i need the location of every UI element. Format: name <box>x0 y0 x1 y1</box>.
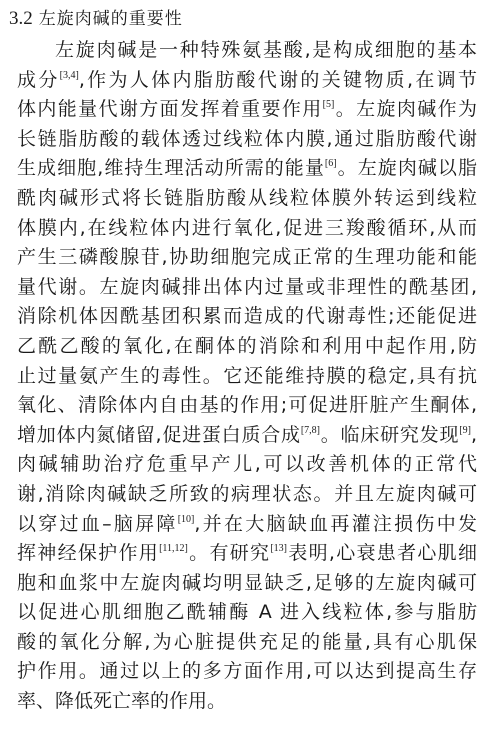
text-run: 成分 <box>17 68 60 91</box>
text-run: 量代谢。左旋肉碱排出体内过量或非理性的酰基团, <box>17 275 477 298</box>
citation-ref: [3,4] <box>59 69 79 81</box>
text-line <box>17 657 477 687</box>
text-run: 消除机体因酰基团积累而造成的代谢毒性;还能促进 <box>17 305 477 328</box>
text-run: 长链脂肪酸的载体透过线粒体内膜,通过脂肪酸代谢 <box>17 127 477 150</box>
text-line <box>17 214 477 244</box>
text-line <box>17 421 477 451</box>
text-line <box>17 273 477 303</box>
body-paragraph <box>17 36 477 717</box>
text-line <box>17 125 477 155</box>
text-line <box>17 362 477 392</box>
section-title: 左旋肉碱的重要性 <box>38 9 183 29</box>
text-line <box>17 450 477 480</box>
text-run: 。左旋肉碱以脂 <box>336 157 477 180</box>
text-run: 体膜内,在线粒体内进行氧化,促进三羧酸循环,从而 <box>17 216 477 239</box>
text-run: 表明,心衰患者心肌细 <box>287 542 477 565</box>
text-run: 率、降低死亡率的作用。 <box>17 690 227 713</box>
text-run: 护作用。通过以上的多方面作用,可以达到提高生存 <box>17 660 477 683</box>
citation-ref: [11,12] <box>159 543 188 555</box>
text-run: 增加体内氮储留,促进蛋白质合成 <box>17 423 301 446</box>
text-run: 产生三磷酸腺苷,协助细胞完成正常的生理功能和能 <box>17 246 477 269</box>
text-run: 氧化、清除体内自由基的作用;可促进肝脏产生酮体, <box>17 394 477 417</box>
text-line <box>17 510 477 540</box>
text-run: 以促进心肌细胞乙酰辅酶 A 进入线粒体,参与脂肪 <box>17 601 477 624</box>
text-run: ,作为人体内脂肪酸代谢的关键物质,在调节 <box>78 68 477 91</box>
text-run: 酰肉碱形式将长链脂肪酸从线粒体膜外转运到线粒 <box>17 186 477 209</box>
text-run: 酸的氧化分解,为心脏提供充足的能量,具有心肌保 <box>17 630 477 653</box>
text-run: 。临床研究发现 <box>319 423 460 446</box>
text-line <box>17 95 477 125</box>
text-run: 以穿过血–脑屏障 <box>17 512 178 535</box>
text-run: 肉碱辅助治疗危重早产儿,可以改善机体的正常代 <box>17 453 477 476</box>
text-line <box>17 332 477 362</box>
citation-ref: [13] <box>270 543 287 555</box>
text-line <box>17 36 477 66</box>
section-number: 3.2 <box>9 8 33 29</box>
text-line <box>17 66 477 96</box>
text-run: , <box>470 423 477 446</box>
text-run: 。有研究 <box>187 542 271 565</box>
text-line <box>17 243 477 273</box>
text-run: 体内能量代谢方面发挥着重要作用 <box>17 98 323 121</box>
text-line <box>17 687 477 717</box>
text-run: ,并在大脑缺血再灌注损伤中发 <box>194 512 477 535</box>
text-line <box>17 154 477 184</box>
citation-ref: [7,8] <box>300 424 320 436</box>
text-line <box>17 598 477 628</box>
text-line <box>17 480 477 510</box>
text-line <box>17 391 477 421</box>
citation-ref: [6] <box>324 158 337 170</box>
text-line <box>17 184 477 214</box>
text-run: 挥神经保护作用 <box>17 542 160 565</box>
text-run: 谢,消除肉碱缺乏所致的病理状态。并且左旋肉碱可 <box>17 482 477 505</box>
text-line <box>17 539 477 569</box>
text-line <box>17 569 477 599</box>
text-line <box>17 628 477 658</box>
text-run: 胞和血浆中左旋肉碱均明显缺乏,足够的左旋肉碱可 <box>17 571 477 594</box>
citation-ref: [9] <box>459 424 471 436</box>
citation-ref: [10] <box>177 513 195 525</box>
text-run: 。左旋肉碱作为 <box>334 98 477 121</box>
citation-ref: [5] <box>322 99 335 111</box>
text-run: 止过量氨产生的毒性。它还能维持膜的稳定,具有抗 <box>17 364 477 387</box>
text-line <box>17 302 477 332</box>
section-heading <box>9 6 183 31</box>
text-run: 生成细胞,维持生理活动所需的能量 <box>17 157 325 180</box>
text-run: 左旋肉碱是一种特殊氨基酸,是构成细胞的基本 <box>55 39 477 61</box>
text-run: 乙酰乙酸的氧化,在酮体的消除和利用中起作用,防 <box>17 334 477 357</box>
